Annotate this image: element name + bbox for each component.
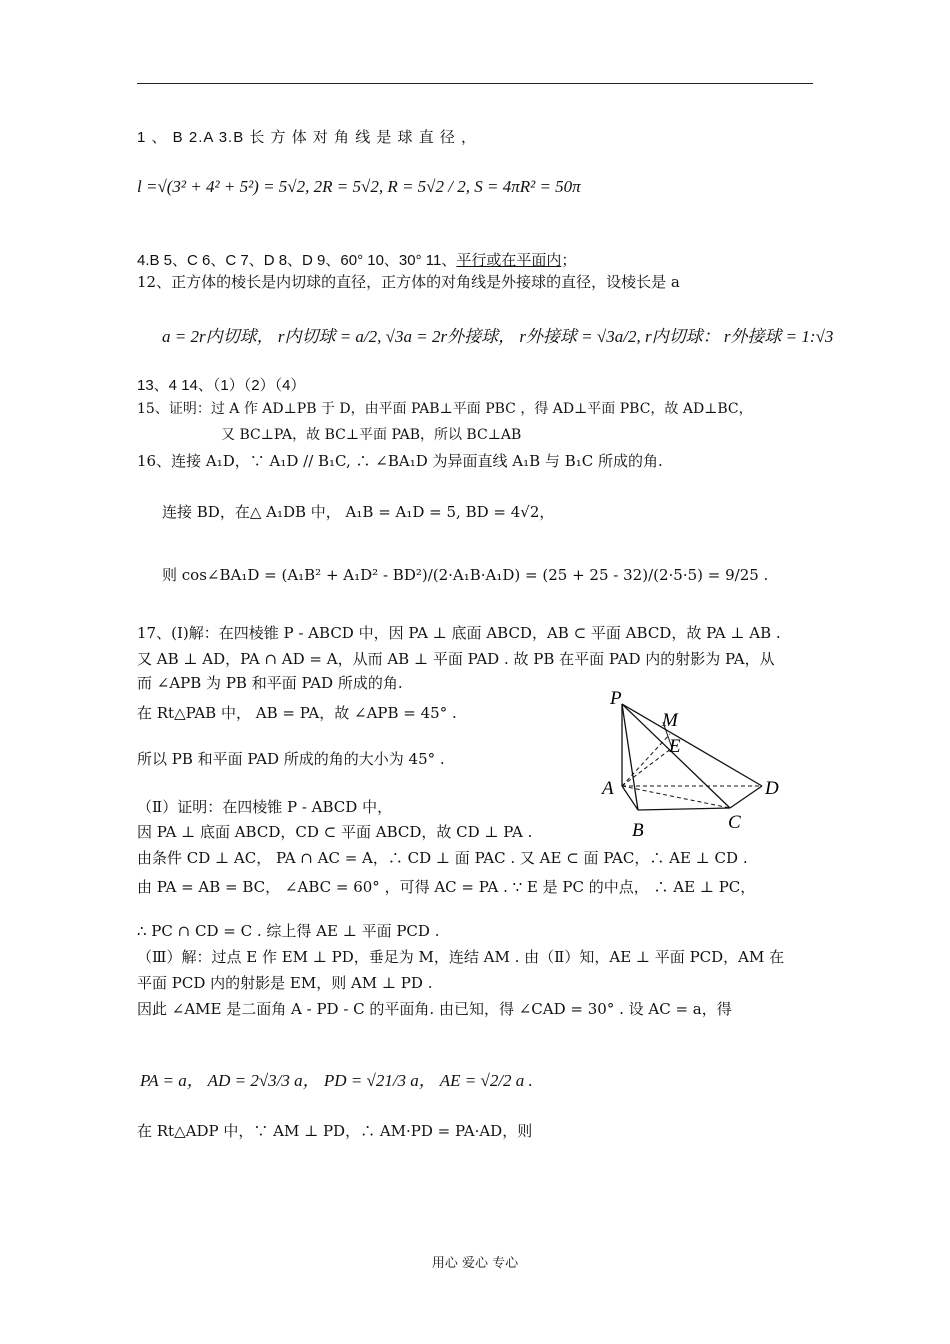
q17-line-6: （Ⅱ）证明：在四棱锥 P - ABCD 中， — [137, 798, 393, 816]
q17-line-1: 17、(Ⅰ)解：在四棱锥 P - ABCD 中，因 PA ⊥ 底面 ABCD，AB ⊂ 平面 ABCD，故 PA ⊥ AB . — [137, 624, 781, 642]
answers-line-3-end: ； — [561, 252, 577, 269]
header-rule — [137, 83, 813, 84]
label-P: P — [610, 688, 622, 709]
q17-line-2: 又 AB ⊥ AD，PA ∩ AD = A，从而 AB ⊥ 平面 PAD . 故 PB 在平面 PAD 内的射影为 PA，从 — [137, 650, 775, 668]
answers-line-1: 1 、 B 2.A 3.B 长 方 体 对 角 线 是 球 直 径 ， — [137, 129, 478, 146]
edge-AC-hidden — [622, 786, 730, 808]
label-B: B — [632, 820, 644, 841]
edge-PB — [622, 704, 638, 810]
edge-PD — [622, 704, 762, 786]
edge-CD — [730, 786, 762, 808]
q17-line-12: 平面 PCD 内的射影是 EM，则 AM ⊥ PD . — [137, 974, 433, 992]
answers-line-3 — [137, 253, 576, 268]
label-D: D — [765, 778, 779, 799]
q17-line-14: PA = a， AD = 2√3/3 a， PD = √21/3 a， AE = √2/2 a . — [140, 1071, 533, 1090]
q17-line-15: 在 Rt△ADP 中，∵ AM ⊥ PD，∴ AM·PD = PA·AD，则 — [137, 1122, 533, 1140]
q12-formula: a = 2r内切球， r内切球 = a/2, √3a = 2r外接球， r外接球 = √3a/2, r内切球： r外接球 = 1:√3 — [162, 327, 834, 346]
q17-line-10: ∴ PC ∩ CD = C . 综上得 AE ⊥ 平面 PCD . — [137, 922, 440, 940]
q15-line-2: 又 BC⊥PA，故 BC⊥平面 PAB，所以 BC⊥AB — [221, 427, 522, 443]
edge-BC — [638, 808, 730, 810]
q15-line-1: 15、证明：过 A 作 AD⊥PB 于 D，由平面 PAB⊥平面 PBC ，得 AD⊥平面 PBC，故 AD⊥BC， — [137, 401, 753, 417]
answers-line-2-formula: l =√(3² + 4² + 5²) = 5√2, 2R = 5√2, R = 5√2 / 2, S = 4πR² = 50π — [137, 177, 581, 196]
q13-q14: 13、4 14、（1）（2）（4） — [137, 377, 306, 394]
label-E: E — [669, 736, 681, 757]
q17-line-3: 而 ∠APB 为 PB 和平面 PAD 所成的角. — [137, 674, 403, 692]
q16-line-1: 16、连接 A₁D，∵ A₁D // B₁C, ∴ ∠BA₁D 为异面直线 A₁B 与 B₁C 所成的角. — [137, 452, 663, 470]
q17-line-4: 在 Rt△PAB 中， AB = PA，故 ∠APB = 45° . — [137, 704, 457, 722]
q16-line-3: 则 cos∠BA₁D = (A₁B² + A₁D² - BD²)/(2·A₁B·A₁D) = (25 + 25 - 32)/(2·5·5) = 9/25 . — [162, 566, 769, 584]
answer-11-underlined: 平行或在平面内 — [456, 252, 562, 269]
q17-line-9: 由 PA = AB = BC， ∠ABC = 60° ，可得 AC = PA . ∵ E 是 PC 的中点， ∴ AE ⊥ PC， — [137, 878, 756, 896]
label-A: A — [602, 778, 614, 799]
q17-line-13: 因此 ∠AME 是二面角 A - PD - C 的平面角. 由已知，得 ∠CAD = 30° . 设 AC = a，得 — [137, 1000, 732, 1018]
label-M: M — [662, 710, 678, 731]
q17-line-8: 由条件 CD ⊥ AC， PA ∩ AC = A，∴ CD ⊥ 面 PAC . 又 AE ⊂ 面 PAC，∴ AE ⊥ CD . — [137, 849, 748, 867]
q17-line-11: （Ⅲ）解：过点 E 作 EM ⊥ PD，垂足为 M，连结 AM . 由（Ⅱ）知，AE ⊥ 平面 PCD，AM 在 — [137, 948, 785, 966]
q17-line-7: 因 PA ⊥ 底面 ABCD，CD ⊂ 平面 ABCD，故 CD ⊥ PA . — [137, 823, 533, 841]
q17-line-5: 所以 PB 和平面 PAD 所成的角的大小为 45° . — [137, 750, 445, 768]
q16-line-2: 连接 BD，在△ A₁DB 中， A₁B = A₁D = 5, BD = 4√2， — [162, 503, 555, 521]
pyramid-figure — [600, 686, 800, 846]
q12-text: 12、正方体的棱长是内切球的直径，正方体的对角线是外接球的直径，设棱长是 a — [137, 273, 680, 291]
page-footer: 用心 爱心 专心 — [431, 1256, 519, 1271]
answers-line-3-text: 4.B 5、C 6、C 7、D 8、D 9、60° 10、30° 11、 — [137, 252, 457, 269]
segment-AM-hidden — [622, 734, 670, 786]
label-C: C — [728, 812, 741, 833]
